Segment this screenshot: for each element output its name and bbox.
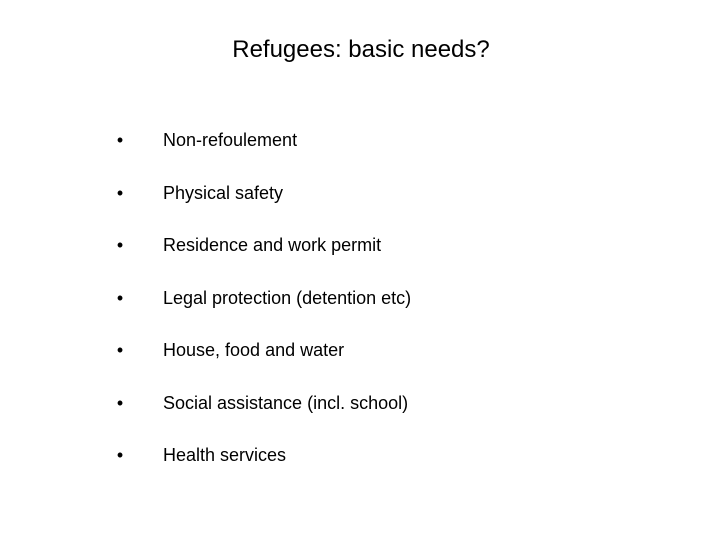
list-item — [0, 231, 720, 284]
bullet-text: Physical safety — [163, 182, 284, 203]
list-item — [0, 126, 720, 179]
bullet-icon: • — [116, 235, 124, 255]
bullet-icon: • — [116, 340, 124, 360]
bullet-text: Social assistance (incl. school) — [163, 392, 409, 413]
bullet-text: Non-refoulement — [163, 130, 298, 150]
bullet-text: House, food and water — [163, 340, 345, 360]
bullet-icon: • — [116, 182, 124, 203]
bullet-text: Health services — [163, 445, 287, 465]
list-item — [0, 179, 720, 232]
bullet-icon: • — [116, 392, 124, 413]
list-item — [0, 284, 720, 337]
bullet-icon: • — [116, 445, 124, 465]
list-item — [0, 441, 720, 494]
slide-title — [0, 34, 720, 66]
slide-title-text: Refugees: basic needs? — [232, 36, 490, 63]
bullet-icon: • — [116, 287, 124, 308]
bullet-icon: • — [116, 130, 124, 150]
bullet-text: Legal protection (detention etc) — [163, 287, 412, 308]
list-item — [0, 336, 720, 389]
list-item — [0, 389, 720, 442]
bullet-list — [0, 126, 720, 494]
bullet-text: Residence and work permit — [163, 235, 382, 255]
